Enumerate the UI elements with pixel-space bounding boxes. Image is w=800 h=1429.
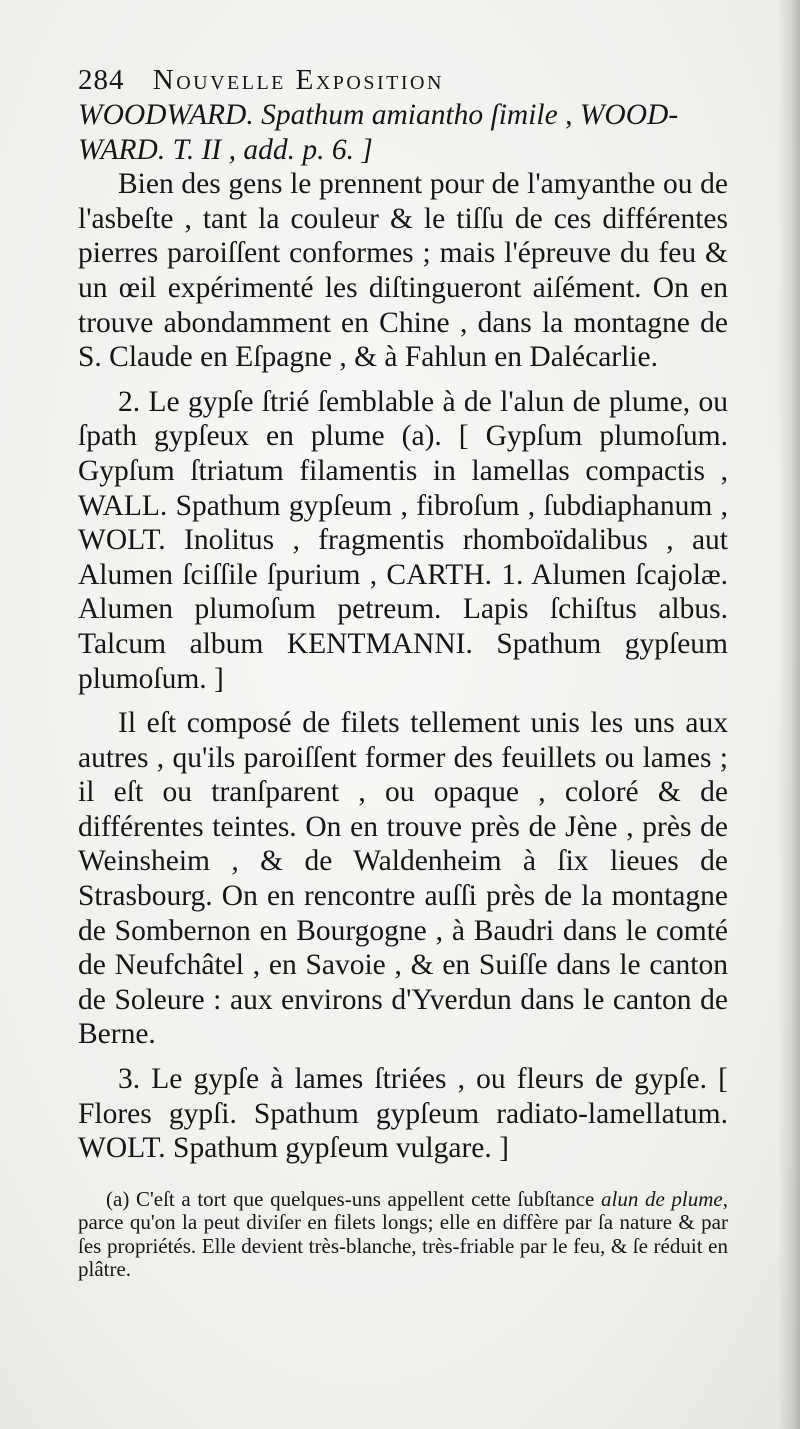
page-text-block — [78, 62, 728, 1282]
footnote — [78, 1188, 728, 1282]
page-gutter-shadow — [778, 0, 800, 1429]
citation-continuation-line-1: WOODWARD. Spathum amiantho ſimile , WOOD- — [78, 99, 679, 131]
citation-continuation-line-2: WARD. T. II , add. p. 6. ] — [78, 133, 373, 166]
footnote-text-end: , parce qu'on la peut diviſer en filets longs; elle en diffère par ſa nature & par ſes propriétés. Elle devient très-blanche, très-friable par le feu, & ſe réduit en plâtre. — [78, 1186, 728, 1282]
paragraph-item-3: 3. Le gypſe à lames ſtriées , ou fleurs de gypſe. [ Flores gypſi. Spathum gypſeum radiato-lamellatum. WOLT. Spathum gypſeum vulgare. ] — [78, 1063, 728, 1165]
paragraph-description: Bien des gens le prennent pour de l'amyanthe ou de l'asbeſte , tant la couleur & le tiſſu de ces différentes pierres paroiſſent conformes ; mais l'épreuve du feu & un œil expérimenté les diſtingueront aiſément. On en trouve abondamment en Chine , dans la montagne de S. Claude en Eſpagne , & à Fahlun en Dalécarlie. — [78, 168, 728, 374]
footnote-text-start: C'eſt a tort que quelques-uns appellent cette ſubſtance — [135, 1186, 595, 1211]
page-number: 284 — [78, 64, 125, 96]
paragraph-item-2: 2. Le gypſe ſtrié ſemblable à de l'alun de plume, ou ſpath gypſeux en plume (a). [ Gypſum plumoſum. Gypſum ſtriatum filamentis in lamellas compactis , WALL. Spathum gypſeum , fibroſum , ſubdiaphanum , WOLT. Inolitus , fragmentis rhomboïdalibus , aut Alumen ſciſſile ſpurium , CARTH. 1. Alumen ſcajolæ. Alumen plumoſum petreum. Lapis ſchiſtus albus. Talcum album KENTMANNI. Spathum gypſeum plumoſum. ] — [78, 385, 728, 695]
running-title: Nouvelle Exposition — [152, 64, 444, 96]
paragraph-composition: Il eſt composé de filets tellement unis les uns aux autres , qu'ils paroiſſent former des feuillets ou lames ; il eſt ou tranſparent , ou opaque , coloré & de différentes teintes. On en trouve près de Jène , près de Weinsheim , & de Waldenheim à ſix lieues de Strasbourg. On en rencontre auſſi près de la montagne de Sombernon en Bourgogne , à Baudri dans le comté de Neufchâtel , en Savoie , & en Suiſſe dans le canton de Soleure : aux environs d'Yverdun dans le canton de Berne. — [78, 707, 728, 1051]
running-head — [78, 62, 728, 98]
footnote-mark: (a) — [106, 1186, 130, 1211]
footnote-italic-term: alun de plume — [601, 1186, 723, 1211]
